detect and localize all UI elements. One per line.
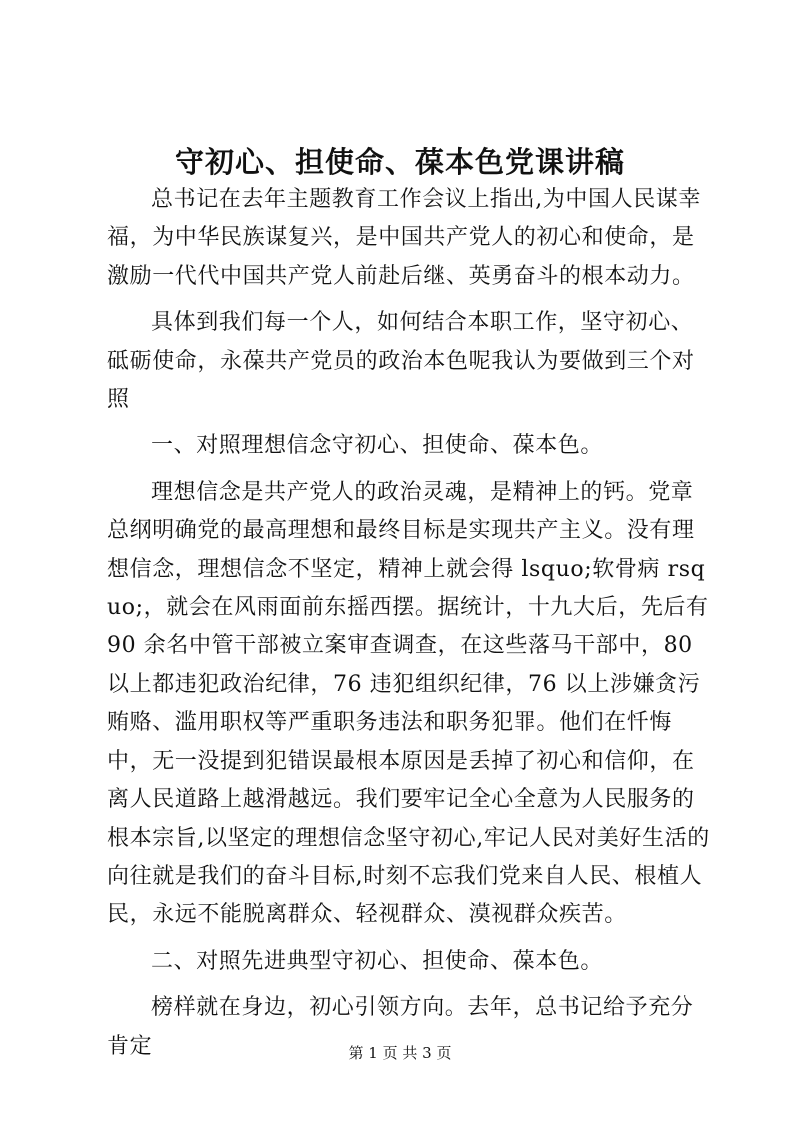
document-title: 守初心、担使命、葆本色党课讲稿	[174, 145, 625, 179]
page-number-footer: 第 1 页 共 3 页	[348, 1044, 452, 1062]
paragraph-role-models: 榜样就在身边，初心引领方向。去年，总书记给予充分肯定	[107, 995, 694, 1059]
paragraph-ideals: 理想信念是共产党人的政治灵魂，是精神上的钙。党章总纲明确党的最高理想和最终目标是实现共产主义。没有理想信念，理想信念不坚定，精神上就会得 lsquo;软骨病 rsquo;，就会在风雨面前东摇西摆。据统计，十九大后，先后有 90 余名中管干部被立案审查调查，在这些落马干部中，80 以上都违犯政治纪律，76 违犯组织纪律，76 以上涉嫌贪污贿赂、滥用职权等严重职务违法和职务犯罪。他们在忏悔中，无一没提到犯错误最根本原因是丢掉了初心和信仰，在离人民道路上越滑越远。我们要牢记全心全意为人民服务的根本宗旨,以坚定的理想信念坚守初心,牢记人民对美好生活的向往就是我们的奋斗目标,时刻不忘我们党来自人民、根植人民，永远不能脱离群众、轻视群众、漠视群众疾苦。	[107, 479, 710, 928]
section-heading-one: 一、对照理想信念守初心、担使命、葆本色。	[151, 433, 604, 459]
paragraph-question: 具体到我们每一个人，如何结合本职工作，坚守初心、砥砺使命，永葆共产党员的政治本色呢我认为要做到三个对照	[107, 310, 695, 413]
document-body	[107, 181, 711, 1074]
section-heading-two: 二、对照先进典型守初心、担使命、葆本色。	[151, 948, 604, 974]
paragraph-intro: 总书记在去年主题教育工作会议上指出,为中国人民谋幸福，为中华民族谋复兴，是中国共产党人的初心和使命，是激励一代代中国共产党人前赴后继、英勇奋斗的根本动力。	[107, 187, 701, 289]
